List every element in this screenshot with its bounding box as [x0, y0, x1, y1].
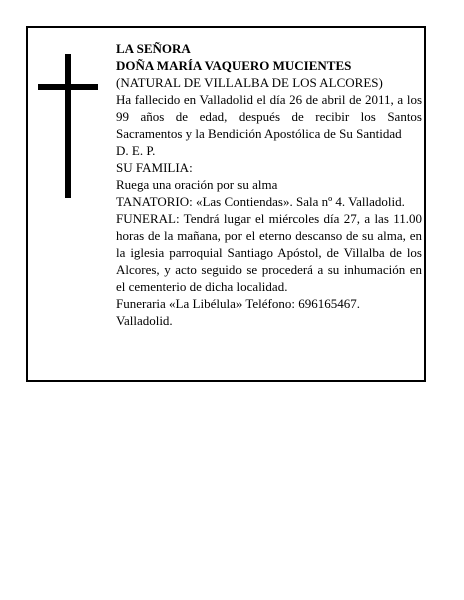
cross-vertical-bar [65, 54, 71, 198]
deceased-origin: (NATURAL DE VILLALBA DE LOS ALCORES) [116, 75, 383, 90]
wake-info: TANATORIO: «Las Contiendas». Sala nº 4. Valladolid. [116, 194, 405, 209]
obituary-notice [26, 26, 426, 382]
funeral-info: FUNERAL: Tendrá lugar el miércoles día 27, a las 11.00 horas de la mañana, por el eterno descanso de su alma, en la iglesia parroquial Santiago Apóstol, de Villalba de los Alcores, y acto seguido se procederá a su inhumación en el cementerio de dicha localidad. [116, 211, 422, 294]
notice-text-block [116, 40, 422, 329]
family-heading: SU FAMILIA: [116, 160, 193, 175]
prayer-request: Ruega una oración por su alma [116, 177, 278, 192]
cross-horizontal-bar [38, 84, 98, 90]
city-line: Valladolid. [116, 313, 173, 328]
funeral-home-info: Funeraria «La Libélula» Teléfono: 696165467. [116, 296, 360, 311]
notice-title-line: LA SEÑORA [116, 41, 191, 56]
latin-cross-icon [38, 54, 98, 198]
death-paragraph: Ha fallecido en Valladolid el día 26 de abril de 2011, a los 99 años de edad, después de recibir los Santos Sacramentos y la Bendición Apostólica de Su Santidad [116, 92, 422, 141]
deceased-name: DOÑA MARÍA VAQUERO MUCIENTES [116, 58, 352, 73]
dep-line: D. E. P. [116, 143, 156, 158]
